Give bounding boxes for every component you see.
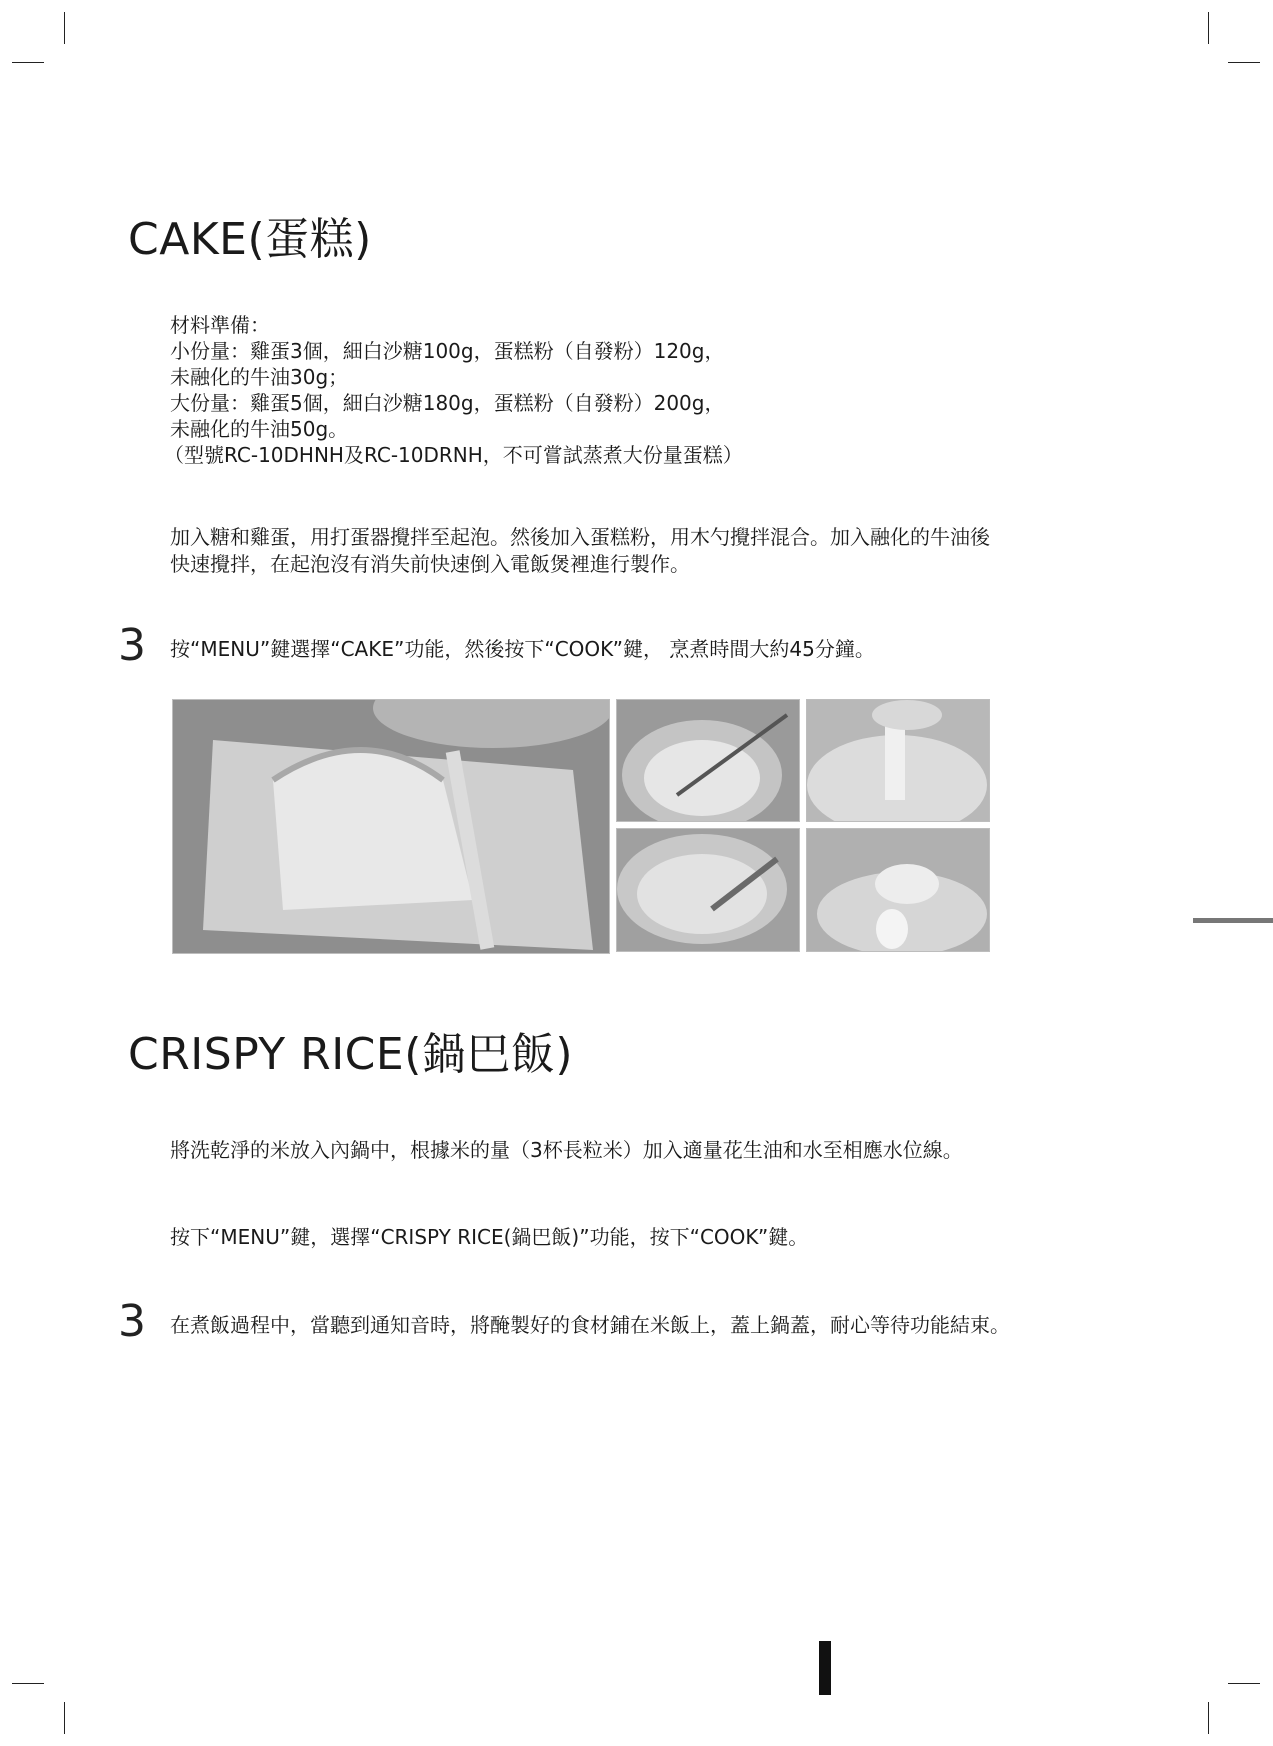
step-number: 3 [118,620,146,671]
ingredients-note: （型號RC-10DHNH及RC-10DRNH，不可嘗試蒸煮大份量蛋糕） [164,443,743,467]
adding-butter-photo [806,828,990,952]
crispy-rice-step-1: 將洗乾淨的米放入內鍋中，根據米的量（3杯長粒米）加入適量花生油和水至相應水位線。 [170,1138,963,1162]
crop-mark [12,1683,44,1684]
crop-mark [1228,62,1260,63]
side-tab-marker [1193,918,1273,923]
section-title-cake: CAKE(蛋糕) [128,214,372,265]
ingredients-line: 大份量：雞蛋5個，細白沙糖180g，蛋糕粉（自發粉）200g， [170,391,725,415]
ingredients-line: 材料準備： [170,313,270,337]
page-number-bar [819,1641,831,1695]
ingredients-line: 未融化的牛油30g； [170,365,349,389]
section-title-crispy-rice: CRISPY RICE(鍋巴飯) [128,1029,574,1080]
crop-mark [64,12,65,44]
whisking-photo [616,699,800,822]
folding-batter-photo [616,828,800,952]
step-number: 3 [118,1296,146,1347]
instruction-line: 加入糖和雞蛋，用打蛋器攪拌至起泡。然後加入蛋糕粉，用木勺攪拌混合。加入融化的牛油後 [170,525,990,549]
pouring-batter-photo [806,699,990,822]
ingredients-line: 未融化的牛油50g。 [170,417,349,441]
crispy-rice-step-2: 按下“MENU”鍵，選擇“CRISPY RICE(鍋巴飯)”功能，按下“COOK”鍵。 [170,1225,809,1249]
crop-mark [64,1702,65,1734]
ingredients-line: 小份量：雞蛋3個，細白沙糖100g，蛋糕粉（自發粉）120g， [170,339,725,363]
cake-slice-photo [172,699,610,954]
crop-mark [1228,1683,1260,1684]
crop-mark [1208,1702,1209,1734]
step-text: 按“MENU”鍵選擇“CAKE”功能，然後按下“COOK”鍵， 烹煮時間大約45分鐘。 [170,637,875,661]
crop-mark [12,62,44,63]
crop-mark [1208,12,1209,44]
step-text: 在煮飯過程中，當聽到通知音時，將醃製好的食材鋪在米飯上，蓋上鍋蓋，耐心等待功能結束。 [170,1313,1010,1337]
instruction-line: 快速攪拌，在起泡沒有消失前快速倒入電飯煲裡進行製作。 [170,552,690,576]
